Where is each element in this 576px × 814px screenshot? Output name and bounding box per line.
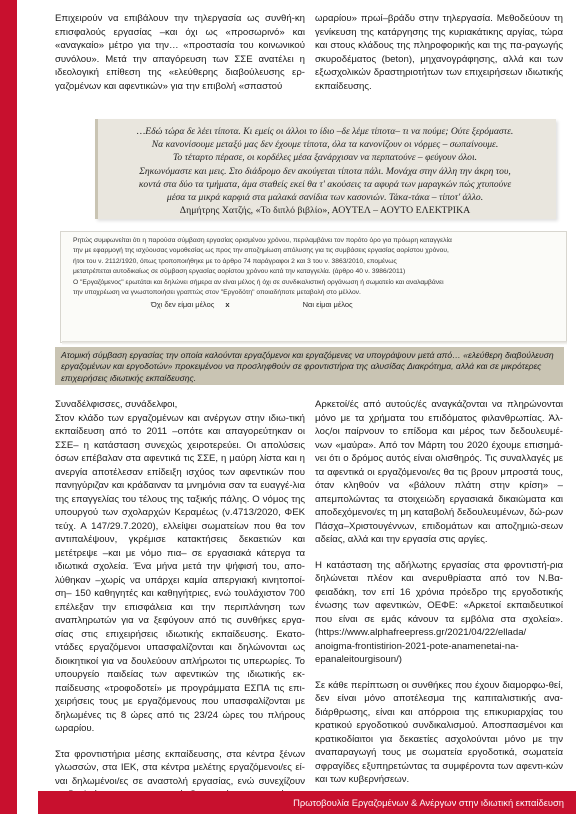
quote-line: Να κανονίσουμε μεταξύ μας δεν έχουμε τίποτα, όλα τα κανονίζουν οι νόρμες – σωπαίνουμε.: [151, 139, 499, 151]
quote-line: Σηκωνόμαστε και μεις. Στο διάδρομο δεν ακούγεται τίποτα πάλι. Μονάχα στην άλλη την άκρη του,: [139, 165, 511, 177]
literary-quote-box: [95, 119, 556, 219]
checkmark-x: x: [225, 300, 230, 310]
footer-banner: [38, 791, 576, 814]
footer-text: Πρωτοβουλία Εργαζομένων & Ανέργων στην ιδιωτική εκπαίδευση: [293, 797, 564, 808]
member-label: Ναι είμαι μέλος: [302, 300, 353, 310]
image-caption: [55, 347, 564, 385]
contract-scan-image: [60, 231, 567, 343]
contract-line: την υποχρέωση να γνωστοποιήσει γραπτώς στον "Εργοδότη" οποιαδήποτε μεταβολή στο μέλλον.: [73, 289, 361, 297]
quote-line: κοντά στα δύο τα τμήματα, άμα σταθείς εκεί θα τ' ακούσεις τα αφυρά των μαραγκών πώς χτυπούνε: [138, 178, 512, 190]
quote-line: Το τέταρτο πέρασε, οι κορδέλες μέσα ξανάρχισαν να περπατούνε – φεύγουν όλοι.: [172, 152, 478, 164]
quote-attribution: Δημήτρης Χατζής, «Το διπλό βιβλίο», ΑΟΥΤΕΛ – ΑΟΥΤΟ ΕΛΕΚΤΡΙΚΑ: [179, 205, 471, 217]
left-accent-bar: [0, 0, 17, 814]
quote-text: [98, 119, 556, 223]
contract-line: Ρητώς συμφωνείται ότι η παρούσα σύμβαση εργασίας ορισμένου χρόνου, περιλαμβάνει τον πορότο όρο για πρόωρη καταγγελία: [73, 237, 452, 244]
bottom-left-column: [55, 398, 305, 802]
top-left-column: [55, 12, 305, 93]
article-paragraph: Η κατάσταση της αδήλωτης εργασίας στα φροντιστή-ρια δηλώνεται πλέον και ανερυθρίαστα από τον Ν.Βα-φειαδάκη, τον επί 16 χρόνια πρόεδρο της εργοδοτικής ένωσης των αφεντικών, ΟΕΦΕ: «Αρκετοί εκπαιδευτικοί που είναι σε εμάς κάνουν τα εμβόλια στα σχολεία». (https://www.alphafreepress.gr/2021/04/22/ellada/ anoigma-frontistirion-2021-pote-anamenetai-na-epanaleitourgisoun/): [315, 559, 563, 665]
contract-line: Ο "Εργαζόμενος" ερωτάται και δηλώνει σήμερα αν είναι μέλος ή όχι σε συνδικαλιστική οργάνωση ή σωματείο και αναλαμβάνει: [73, 278, 444, 286]
caption-text: Ατομική σύμβαση εργασίας την οποία καλούνται εργαζόμενοι και εργαζόμενες να υπογράψουν μετά από… «ελεύθερη διαβούλευση εργαζομένων και εργοδοτών» προκειμένου να προσληφθούν σε φροντιστήρια της αλυσίδας Διακρότημα, αλλά και σε μικρότερες επιχειρήσεις ιδιωτικής εκπαίδευσης.: [61, 350, 554, 383]
article-paragraph: Επιχειρούν να επιβάλουν την τηλεργασία ως συνθή-κη επισφαλούς εργασίας –και όχι ως «προσωρινό» και «αναγκαίο» μέτρο για την… «προστασία του κοινωνικού συνόλου». Μετά την απαγόρευση των ΣΣΕ ανατέλει η ιδεολογική επίθεση της «ελεύθερης διαβούλευσης ερ-γαζομένων και αφεντικών» για την επιβολή «σπαστού: [55, 13, 305, 92]
top-right-column: [315, 12, 563, 93]
contract-line: ήτοι του ν. 2112/1920, όπως τροποποιήθηκε με το άρθρο 74 παράγραφοι 2 και 3 του ν. 3863/2010, επομένως: [73, 257, 397, 265]
quote-line: …Εδώ τώρα δε λέει τίποτα. Κι εμείς οι άλλοι το ίδιο –δε λέμε τίποτα– τι να πούμε; Ούτε ξερόμαστε.: [136, 126, 514, 137]
article-paragraph: Αρκετοί/ές από αυτούς/ές αναγκάζονται να πληρώνονται μόνο με τα χρήματα του επιδόματος φιλανθρωπίας. Άλ-λος/οι παίρνουν το επίδομα και μέρος των δεδουλευμέ-νων «μαύρα». Από τον Μάρτη του 2020 έχουμε επισημά-νει ότι ο δρόμος αυτός είναι ολισθηρός. Τις συναλλαγές με τα αφεντικά οι εργαζόμενοι/ες θα τις βρουν μπροστά τους, όταν κληθούν να «βάλουν πλάτη στην κρίση» – απεμπολώντας τα στοιχειώδη εργασιακά δικαιώματα και αποδεχόμενοι/ες τη μη καταβολή δεδουλευμένων, δώ-ρων Πάσχα–Χριστουγέννων, επιδομάτων και αποζημιώ-σεων αδείας, αλλά και την εργασία στις αργίες.: [315, 399, 563, 545]
scan-shadow: [62, 341, 567, 345]
bottom-right-column: [315, 398, 563, 787]
article-paragraph: Στον κλάδο των εργαζομένων και ανέργων στην ιδιω-τική εκπαίδευση από το 2011 –οπότε και απαγορεύτηκαν οι ΣΣΕ– η κατάσταση συνεχώς χειροτερεύει. Οι απολύσεις όσων επέβαλαν στα αφεντικά τις ΣΣΕ, η μαύρη λίστα και η ανεργία αποτέλεσαν επίδειξη ισχύος των αφεντικών που πανηγύριζαν και κράδαιναν τα μνημόνια σαν τα ευαγγέ-λια της επαγγελίας του τέλους της ταξικής πάλης. Ο νόμος της υπουργού των σχολαρχών Κεραμέως (ν.4713/2020, ΦΕΚ τεύχ. Α 147/29.7.2020), ελλείψει σωματείων που θα τον αντιπαλέψουν, γκρέμισε κατακτήσεις δεκαετιών και μετέτρεψε –και με νόμο πια– σε εργασιακά κάτεργα τα ιδιωτικά σχολεία. Ένα μήνα μετά την ψήφισή του, απο-λύθηκαν –χωρίς να υπάρχει καμία απεργιακή κινητοποί-ση– 150 καθηγητές και καθηγήτριες, ενώ τουλάχιστον 700 επέλεξαν την επισφάλεια και την περιπλάνηση των αναπληρωτών για να ξεφύγουν από τις συνθήκες εργα-σίας στις επιχειρήσεις ιδιωτικής εκπαίδευσης. Εκατο-ντάδες εργαζόμενοι υπασφαλίζονται και δηλώνονται ως διοικητικοί για να δουλεύουν απλήρωτοι τις υπερωρίες. Το υπουργείο παιδείας των αφεντικών της ιδιωτικής εκ-παίδευσης «τροφοδοτεί» με προγράμματα ΕΣΠΑ τις επι-χειρήσεις τους με εργαζόμενους που υπασφαλίζονται με δηλωμένες τις 8 ώρες από τις 23/24 ώρες του πλήρους ωραρίου.: [55, 412, 305, 734]
article-paragraph: ωραρίου» πρωί–βράδυ στην τηλεργασία. Μεθοδεύουν τη γενίκευση της κατάργησης της κυριακάτικης αργίας, τώρα και στους κλάδους της πληροφορικής και της πα-ραγωγής σκυροδέματος (beton), μηχανογράφησης, αλλά και των εξωσχολικών δραστηριοτήτων των επιχειρήσεων ιδιωτικής εκπαίδευσης.: [315, 13, 563, 92]
greeting: Συναδέλφισσες, συνάδελφοι,: [55, 399, 178, 410]
membership-checkboxes: [151, 300, 526, 310]
article-paragraph: Σε κάθε περίπτωση οι συνθήκες που έχουν διαμορφω-θεί, δεν είναι μόνο αποτέλεσμα της καπιταλιστικής ανα-διάρθρωσης, είναι και απόρροια της επικυριαρχίας του κρατικού εργοδοτικού συνδικαλισμού. Αποσπασμένοι και κρατικοδίαιτοι για δεκαετίες ασχολούνται μόνο με την αναπαραγωγή τους με σωματεία εργοδοτικά, σωματεία σφραγίδες εξυπηρετώντας τα συμφέροντα των αφεντι-κών και των κυβερνήσεων.: [315, 679, 563, 785]
contract-line: μετατρέπεται αυτοδικαίως σε σύμβαση εργασίας αορίστου χρόνου κατά την καταγγελία. (άρθρο 40 ν. 3986/2011): [73, 268, 406, 276]
quote-line: μέσα τα μικρά καρφιά στα μαλακά σανίδια των κασονιών. Τάκα-τάκα – τίποτ' άλλο.: [166, 192, 484, 204]
not-member-label: Όχι δεν είμαι μέλος: [151, 300, 215, 310]
article-paragraph: Στα φροντιστήρια μέσης εκπαίδευσης, στα κέντρα ξένων γλωσσών, στα ΙΕΚ, στα κέντρα μελέτης εργαζόμενοι/ες εί-ναι δηλωμένοι/ες σε αναστολή εργασίας, ενώ συνεχίζουν: [55, 748, 305, 787]
contract-line: την με εφαρμογή της ισχύουσας νομοθεσίας ως προς την αποζημίωση απόλυσης για τις συμβάσεις εργασίας αορίστου χρόνου,: [73, 247, 449, 255]
